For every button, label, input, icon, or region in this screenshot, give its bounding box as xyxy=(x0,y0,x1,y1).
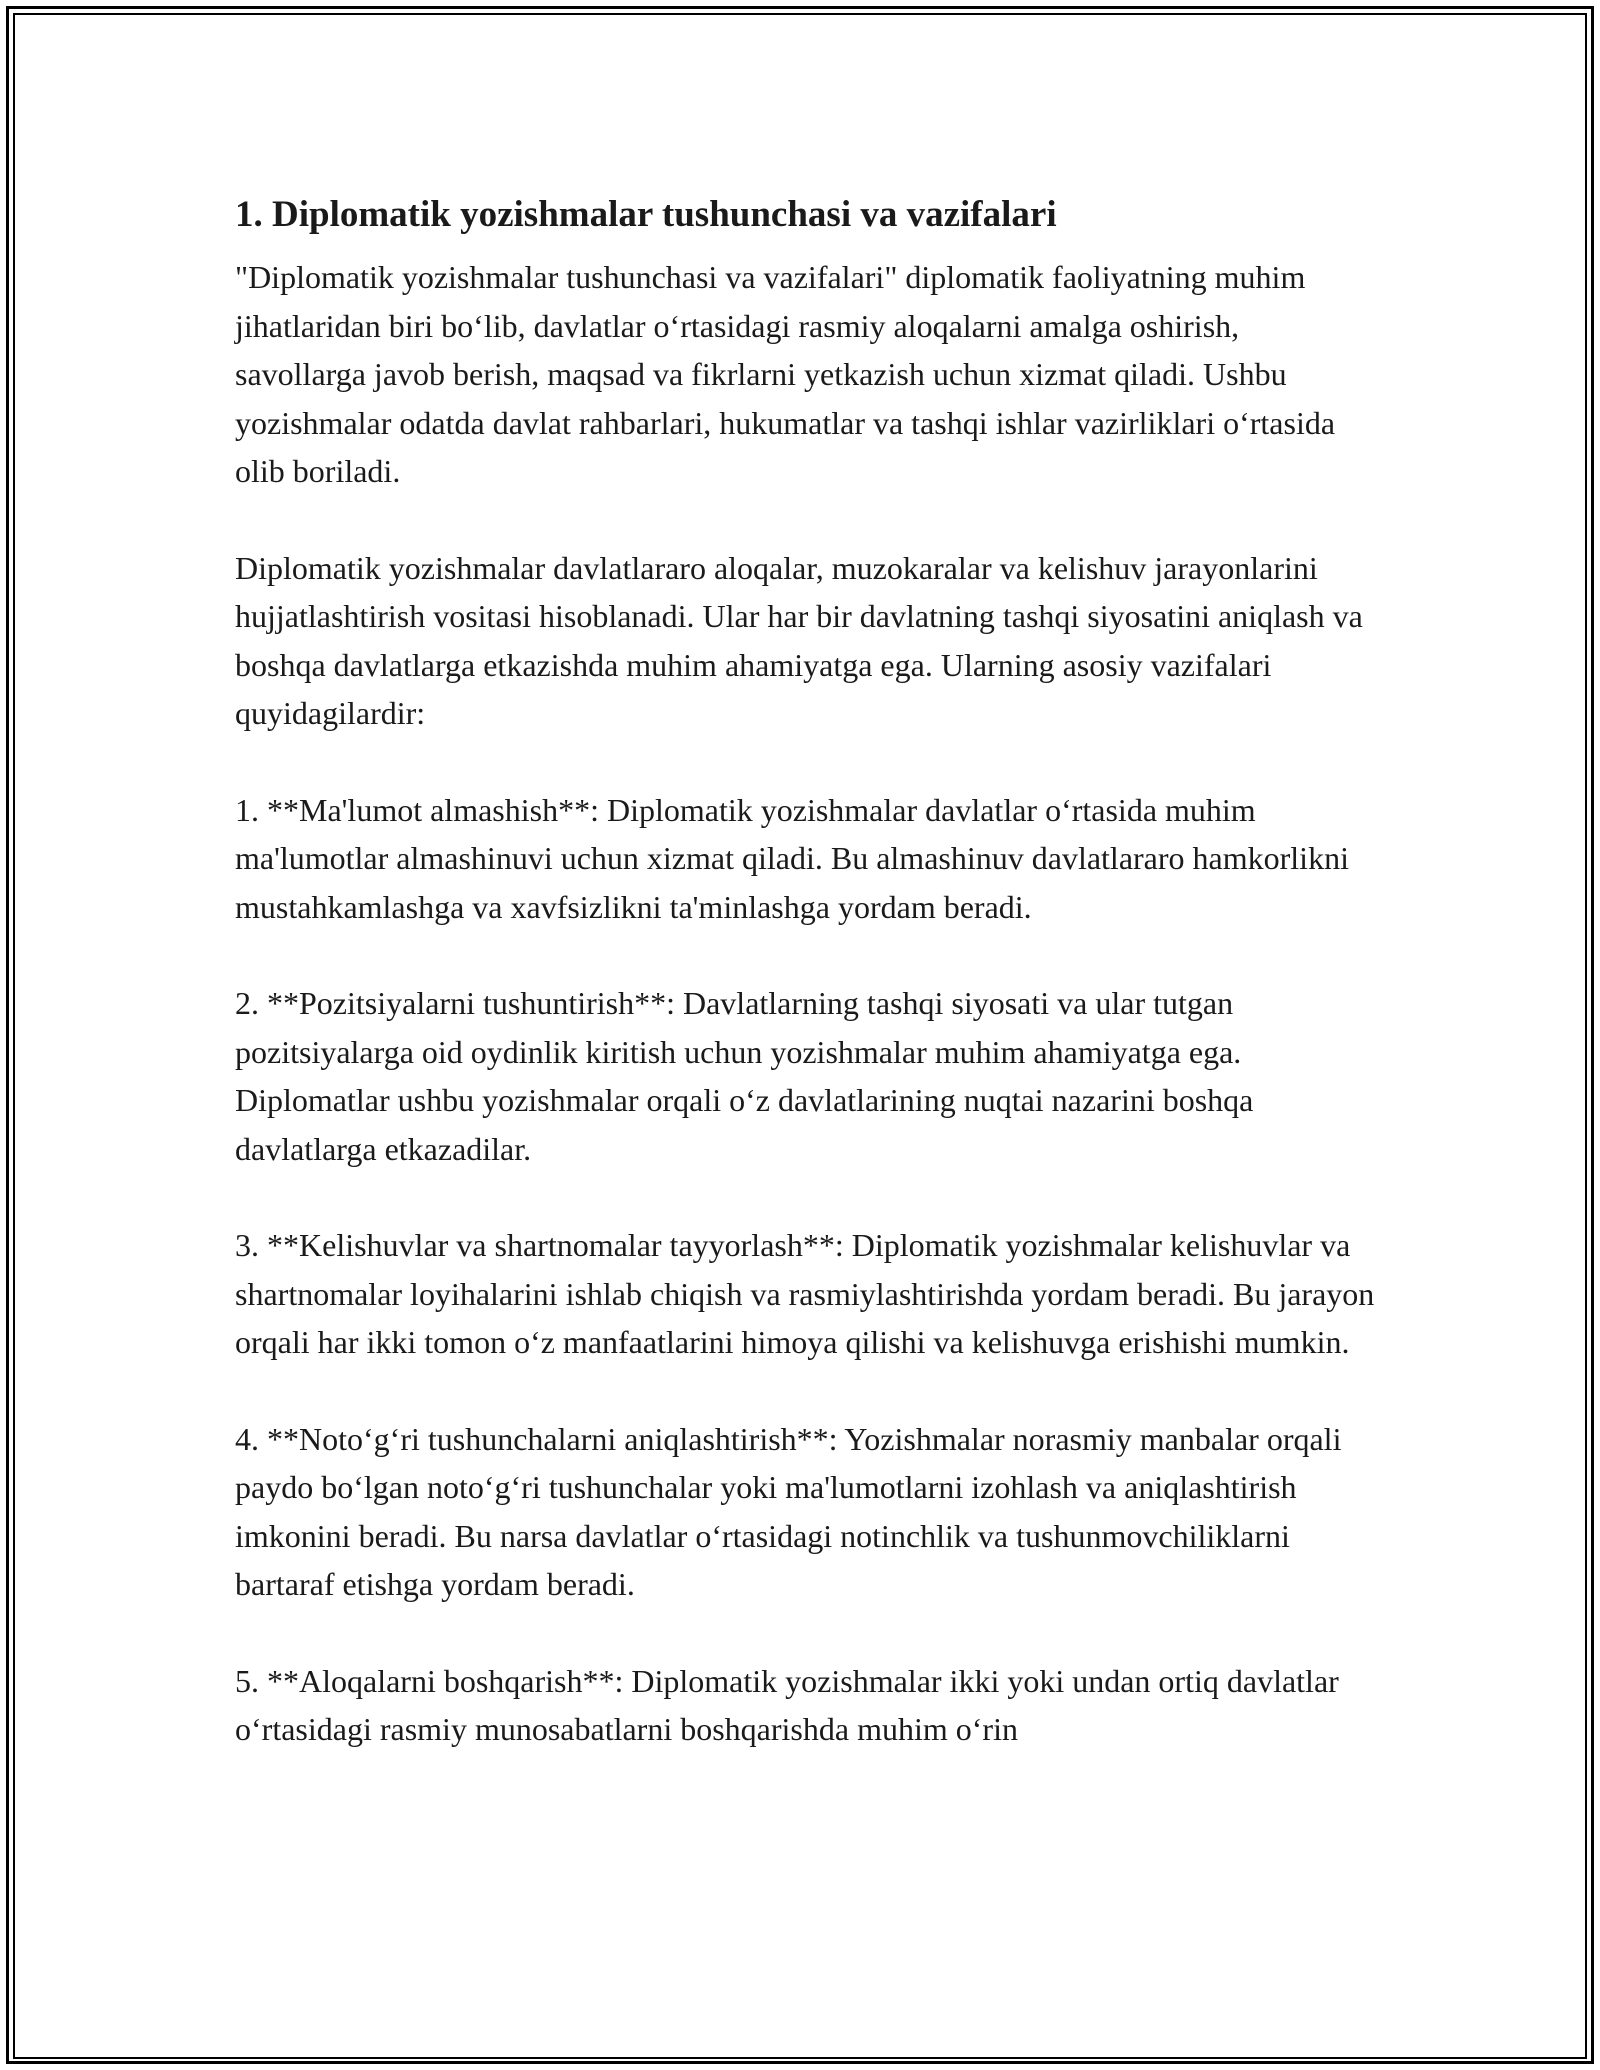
list-item-1: 1. **Ma'lumot almashish**: Diplomatik yozishmalar davlatlar o‘rtasida muhim ma'lumotlar almashinuvi uchun xizmat qiladi. Bu almashinuv davlatlararo hamkorlikni mustahkamlashga va xavfsizlikni ta'minlashga yordam beradi. xyxy=(235,791,1349,925)
list-item-2: 2. **Pozitsiyalarni tushuntirish**: Davlatlarning tashqi siyosati va ular tutgan pozitsiyalarga oid oydinlik kiritish uchun yozishmalar muhim ahamiyatga ega. Diplomatlar ushbu yozishmalar orqali o‘z davlatlarining nuqtai nazarini boshqa davlatlarga etkazadilar. xyxy=(235,985,1254,1167)
list-item-3: 3. **Kelishuvlar va shartnomalar tayyorlash**: Diplomatik yozishmalar kelishuvlar va shartnomalar loyihalarini ishlab chiqish va rasmiylashtirishda yordam beradi. Bu jarayon orqali har ikki tomon o‘z manfaatlarini himoya qilishi va kelishuvga erishishi mumkin. xyxy=(235,1227,1375,1360)
document-body xyxy=(235,185,1375,1802)
list-item-5: 5. **Aloqalarni boshqarish**: Diplomatik yozishmalar ikki yoki undan ortiq davlatlar o‘rtasidagi rasmiy munosabatlarni boshqarishda muhim o‘rin xyxy=(235,1662,1339,1747)
paragraph-functions-intro: Diplomatik yozishmalar davlatlararo aloqalar, muzokaralar va kelishuv jarayonlarini hujjatlashtirish vositasi hisoblanadi. Ular har bir davlatning tashqi siyosatini aniqlash va boshqa davlatlarga etkazishda muhim ahamiyatga ega. Ularning asosiy vazifalari quyidagilardir: xyxy=(235,549,1363,731)
list-item-4: 4. **Noto‘g‘ri tushunchalarni aniqlashtirish**: Yozishmalar norasmiy manbalar orqali paydo bo‘lgan noto‘g‘ri tushunchalar yoki ma'lumotlarni izohlash va aniqlashtirish imkonini beradi. Bu narsa davlatlar o‘rtasidagi notinchlik va tushunmovchiliklarni bartaraf etishga yordam beradi. xyxy=(235,1420,1342,1602)
paragraph-intro: "Diplomatik yozishmalar tushunchasi va vazifalari" diplomatik faoliyatning muhim jihatlaridan biri bo‘lib, davlatlar o‘rtasidagi rasmiy aloqalarni amalga oshirish, savollarga javob berish, maqsad va fikrlarni yetkazish uchun xizmat qiladi. Ushbu yozishmalar odatda davlat rahbarlari, hukumatlar va tashqi ishlar vazirliklari o‘rtasida olib boriladi. xyxy=(235,259,1336,489)
section-heading: 1. Diplomatik yozishmalar tushunchasi va vazifalari xyxy=(235,194,1057,235)
